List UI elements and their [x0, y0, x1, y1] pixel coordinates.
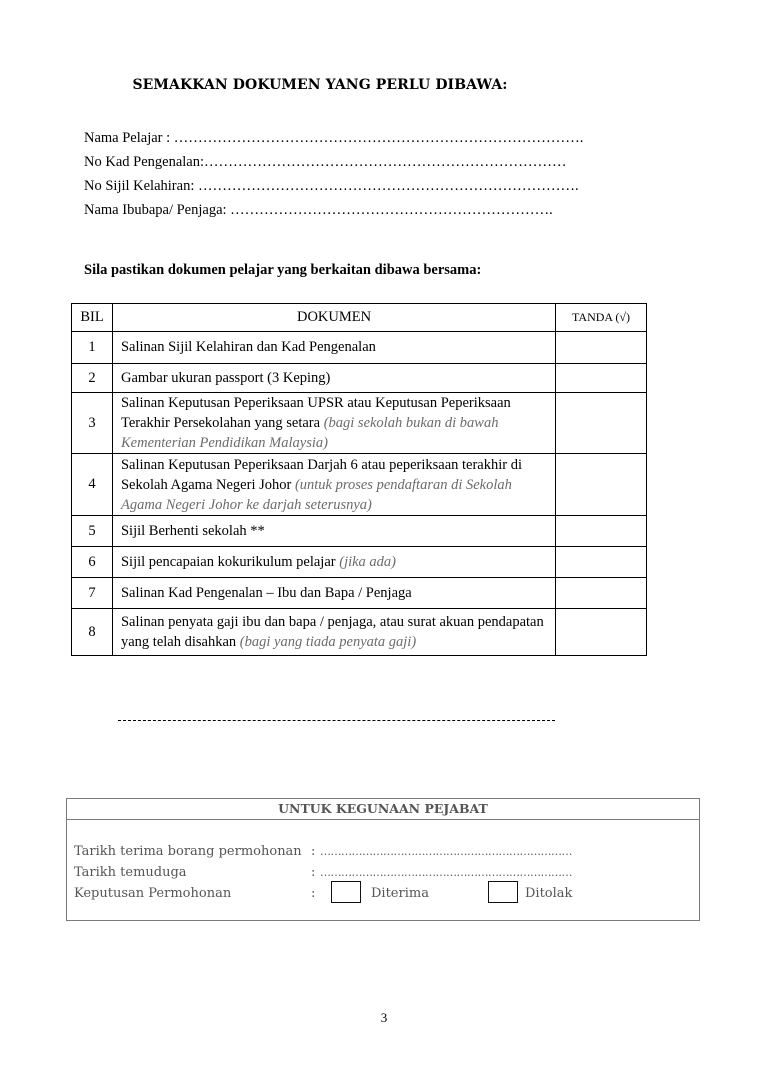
- row-document: Salinan Keputusan Peperiksaan Darjah 6 atau peperiksaan terakhir di Sekolah Agama Negeri Johor (untuk proses pendaftaran di Sekolah Agama Negeri Johor ke darjah seterusnya): [112, 454, 555, 516]
- row-number: 3: [72, 393, 113, 454]
- table-row: [72, 364, 647, 393]
- header-dokumen: DOKUMEN: [112, 304, 555, 332]
- row-document: Salinan Keputusan Peperiksaan UPSR atau Keputusan Peperiksaan Terakhir Persekolahan yang setara (bagi sekolah bukan di bawah Kementerian Pendidikan Malaysia): [112, 393, 555, 454]
- table-row: [72, 547, 647, 578]
- tick-cell[interactable]: [556, 547, 647, 578]
- field-birth-cert: No Sijil Kelahiran: …………………………………………………………………….: [84, 178, 579, 194]
- table-row: [72, 578, 647, 609]
- field-student-name: Nama Pelajar : ………………………………………………………………………….: [84, 130, 584, 146]
- table-row: [72, 332, 647, 364]
- row-number: 6: [72, 547, 113, 578]
- interview-date-field[interactable]: ………………………………………………………………: [320, 866, 572, 879]
- row-number: 4: [72, 454, 113, 516]
- interview-date-colon: :: [311, 865, 316, 880]
- office-use-box: [66, 798, 700, 921]
- tick-cell[interactable]: [556, 393, 647, 454]
- page-number: 3: [380, 1010, 388, 1025]
- row-note: (bagi sekolah bukan di bawah Kementerian Pendidikan Malaysia): [120, 415, 499, 451]
- tick-cell[interactable]: [556, 516, 647, 547]
- tick-cell[interactable]: [556, 364, 647, 393]
- row-document: Sijil pencapaian kokurikulum pelajar (jika ada): [112, 547, 555, 578]
- field-ic-number: No Kad Pengenalan:…………………………………………………………………: [84, 154, 567, 170]
- header-tanda: TANDA (√): [556, 304, 647, 332]
- instruction-text: Sila pastikan dokumen pelajar yang berkaitan dibawa bersama:: [84, 262, 482, 278]
- cut-line-divider: [118, 720, 555, 721]
- tick-cell[interactable]: [556, 332, 647, 364]
- table-row: [72, 454, 647, 516]
- document-checklist-table: [71, 303, 647, 656]
- row-note: (jika ada): [339, 553, 397, 570]
- row-document: Gambar ukuran passport (3 Keping): [112, 364, 555, 393]
- row-document: Sijil Berhenti sekolah **: [112, 516, 555, 547]
- header-bil: BIL: [72, 304, 113, 332]
- row-number: 2: [72, 364, 113, 393]
- receive-date-field[interactable]: ………………………………………………………………: [320, 845, 572, 858]
- page-title: SEMAKKAN DOKUMEN YANG PERLU DIBAWA:: [132, 77, 508, 93]
- row-note: (untuk proses pendaftaran di Sekolah Agama Negeri Johor ke darjah seterusnya): [120, 476, 512, 513]
- row-number: 1: [72, 332, 113, 364]
- decision-colon: :: [311, 886, 316, 901]
- row-document: Salinan penyata gaji ibu dan bapa / penjaga, atau surat akuan pendapatan yang telah disahkan (bagi yang tiada penyata gaji): [112, 609, 555, 656]
- receive-date-colon: :: [311, 844, 316, 859]
- row-number: 8: [72, 609, 113, 656]
- field-guardian-name: Nama Ibubapa/ Penjaga: ………………………………………………………….: [84, 202, 553, 218]
- student-info-fields: [84, 126, 583, 222]
- rejected-checkbox[interactable]: [488, 881, 518, 903]
- rejected-label: Ditolak: [525, 886, 573, 901]
- row-note: (bagi yang tiada penyata gaji): [239, 634, 417, 650]
- receive-date-label: Tarikh terima borang permohonan: [74, 844, 302, 859]
- table-row: [72, 393, 647, 454]
- row-number: 5: [72, 516, 113, 547]
- office-use-heading: UNTUK KEGUNAAN PEJABAT: [67, 799, 699, 820]
- tick-cell[interactable]: [556, 454, 647, 516]
- accepted-checkbox[interactable]: [331, 881, 361, 903]
- accepted-label: Diterima: [371, 886, 429, 901]
- decision-label: Keputusan Permohonan: [74, 886, 232, 901]
- row-document: Salinan Kad Pengenalan – Ibu dan Bapa / Penjaga: [112, 578, 555, 609]
- tick-cell[interactable]: [556, 609, 647, 656]
- row-document: Salinan Sijil Kelahiran dan Kad Pengenalan: [112, 332, 555, 364]
- row-number: 7: [72, 578, 113, 609]
- table-row: [72, 516, 647, 547]
- tick-cell[interactable]: [556, 578, 647, 609]
- interview-date-label: Tarikh temuduga: [74, 865, 187, 880]
- table-row: [72, 609, 647, 656]
